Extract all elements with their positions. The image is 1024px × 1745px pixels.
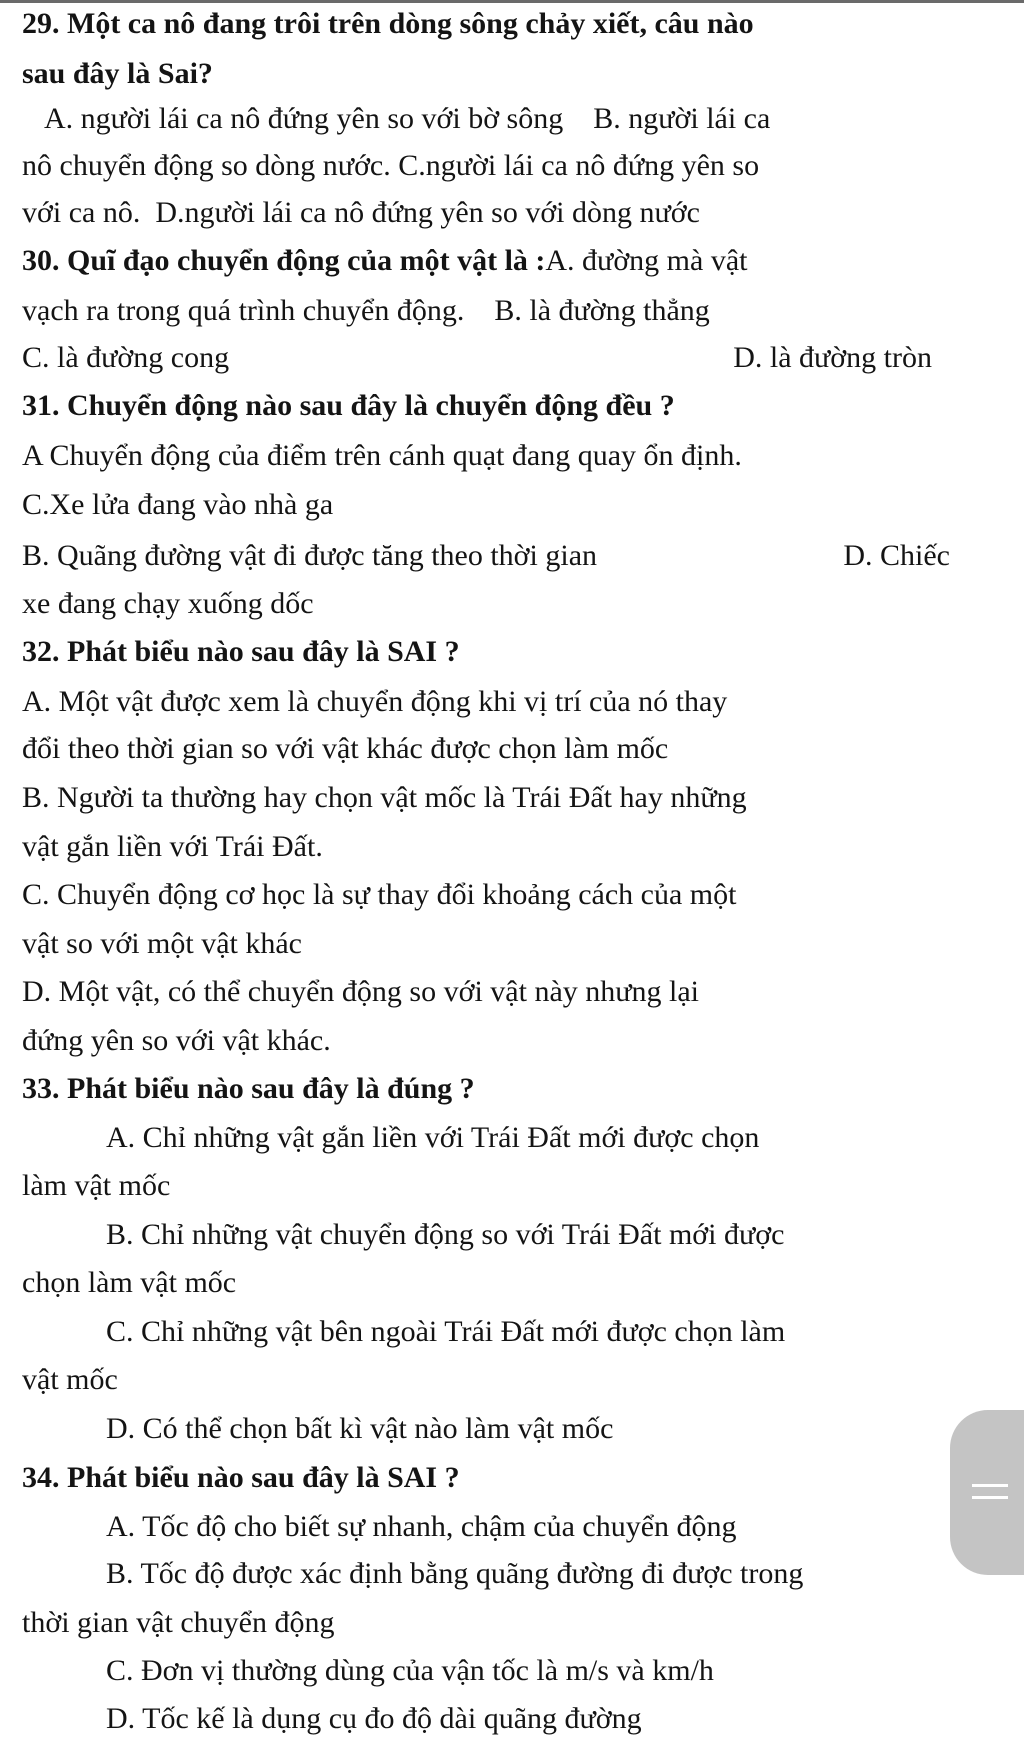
question-33-option-c: C. Chỉ những vật bên ngoài Trái Đất mới được chọn làm	[106, 1315, 786, 1348]
question-33-option-a-cont: làm vật mốc	[22, 1169, 171, 1202]
question-33-option-a: A. Chỉ những vật gắn liền với Trái Đất mới được chọn	[106, 1121, 760, 1154]
question-33-option-b-cont: chọn làm vật mốc	[22, 1266, 237, 1299]
grip-line-icon	[972, 1484, 1008, 1487]
question-29-title: 29. Một ca nô đang trôi trên dòng sông chảy xiết, câu nào	[22, 7, 754, 40]
question-29-option-line: A. người lái ca nô đứng yên so với bờ sông B. người lái ca	[44, 102, 771, 135]
question-34-option-b: B. Tốc độ được xác định bằng quãng đường đi được trong	[106, 1557, 804, 1590]
question-34-option-c: C. Đơn vị thường dùng của vận tốc là m/s và km/h	[106, 1654, 714, 1687]
question-33-option-d: D. Có thể chọn bất kì vật nào làm vật mốc	[106, 1412, 614, 1445]
question-30-option-row	[22, 338, 932, 378]
grip-line-icon	[972, 1496, 1008, 1499]
question-31-option-a: A Chuyển động của điểm trên cánh quạt đang quay ổn định.	[22, 439, 742, 472]
question-31-option-d: D. Chiếc	[843, 539, 950, 572]
question-32-option-b-cont: vật gắn liền với Trái Đất.	[22, 830, 323, 863]
question-31-option-row	[22, 536, 950, 576]
question-31-option-c: C.Xe lửa đang vào nhà ga	[22, 488, 334, 521]
question-31-option-d-cont: xe đang chạy xuống dốc	[22, 587, 314, 620]
question-29-option-line: với ca nô. D.người lái ca nô đứng yên so với dòng nước	[22, 196, 700, 229]
question-29-title-cont: sau đây là Sai?	[22, 57, 213, 90]
question-33-title: 33. Phát biểu nào sau đây là đúng ?	[22, 1072, 475, 1105]
question-31-option-b: B. Quãng đường vật đi được tăng theo thời gian	[22, 539, 598, 572]
question-32-option-c: C. Chuyển động cơ học là sự thay đổi khoảng cách của một	[22, 878, 737, 911]
question-30-option-a: A. đường mà vật	[545, 244, 748, 277]
scroll-handle[interactable]	[950, 1410, 1024, 1575]
question-30-option-d: D. là đường tròn	[733, 341, 932, 374]
question-32-option-d-cont: đứng yên so với vật khác.	[22, 1024, 331, 1057]
question-32-option-c-cont: vật so với một vật khác	[22, 927, 302, 960]
question-30-option-c: C. là đường cong	[22, 341, 230, 374]
question-34-title: 34. Phát biểu nào sau đây là SAI ?	[22, 1461, 460, 1494]
question-32-option-a-cont: đổi theo thời gian so với vật khác được chọn làm mốc	[22, 732, 669, 765]
question-32-option-b: B. Người ta thường hay chọn vật mốc là Trái Đất hay những	[22, 781, 747, 814]
question-33-option-c-cont: vật mốc	[22, 1363, 118, 1396]
question-29-option-line: nô chuyển động so dòng nước. C.người lái ca nô đứng yên so	[22, 149, 760, 182]
question-34-option-a: A. Tốc độ cho biết sự nhanh, chậm của chuyển động	[106, 1510, 737, 1543]
question-34-option-d: D. Tốc kế là dụng cụ đo độ dài quãng đường	[106, 1702, 642, 1735]
question-34-option-b-cont: thời gian vật chuyển động	[22, 1606, 335, 1639]
top-border	[0, 0, 1024, 3]
question-32-option-d: D. Một vật, có thể chuyển động so với vật này nhưng lại	[22, 975, 700, 1008]
question-32-title: 32. Phát biểu nào sau đây là SAI ?	[22, 635, 460, 668]
question-32-option-a: A. Một vật được xem là chuyển động khi vị trí của nó thay	[22, 685, 728, 718]
question-33-option-b: B. Chỉ những vật chuyển động so với Trái Đất mới được	[106, 1218, 785, 1251]
question-31-title: 31. Chuyển động nào sau đây là chuyển động đều ?	[22, 389, 675, 422]
question-30-line	[22, 241, 747, 281]
question-30-title: 30. Quĩ đạo chuyển động của một vật là :	[22, 244, 546, 277]
question-30-option-line: vạch ra trong quá trình chuyển động. B. là đường thẳng	[22, 294, 710, 327]
